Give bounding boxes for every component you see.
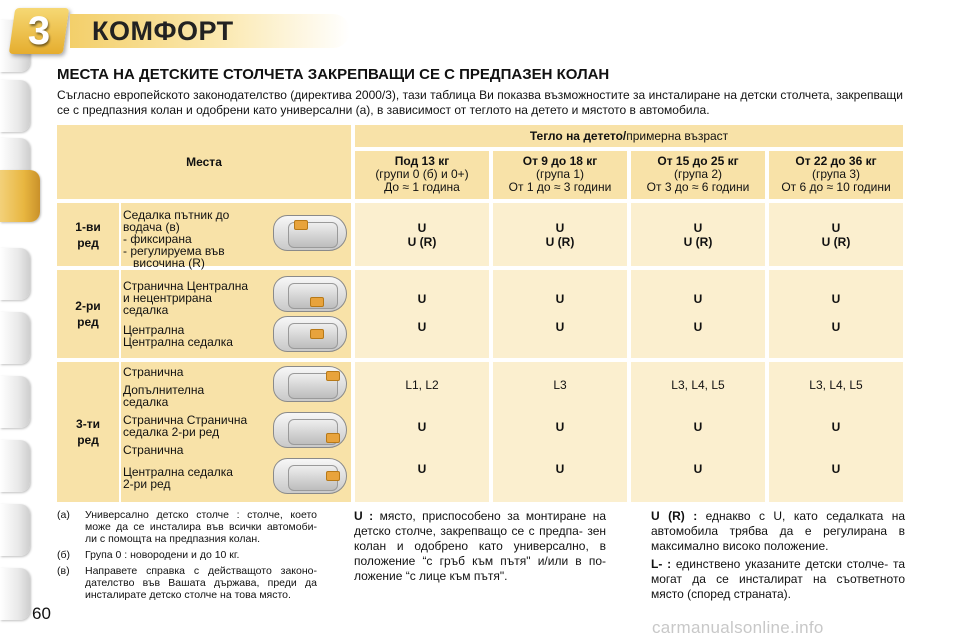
places-header: Места — [57, 125, 351, 199]
legend-text: еднакво с U, като седалката на автомобила трябва да е регулирана в максимално високо положение. — [651, 509, 905, 553]
chapter-title: КОМФОРТ — [92, 16, 234, 46]
seat-desc-line: Странична Централна — [123, 279, 249, 293]
chapter-tab-active[interactable] — [0, 170, 40, 222]
car-seat-diagram — [273, 458, 347, 494]
value-cell — [631, 362, 765, 502]
group-header — [769, 151, 903, 199]
seat-desc-line: Централна седалка — [123, 465, 233, 479]
value-cell — [355, 362, 489, 502]
value-ur: U (R) — [821, 235, 851, 249]
value-u: U — [417, 292, 427, 306]
group-title: От 15 до 25 кг — [657, 154, 739, 168]
footnote-text: Направете справка с действащото законо- дателство във Вашата държава, преди да инсталирате детско столче на това място. — [85, 565, 317, 601]
seat-desc-line: Централна седалка — [123, 335, 233, 349]
legend-l — [651, 557, 905, 602]
group-age: От 3 до ≈ 6 години — [646, 180, 750, 194]
footnote-text: Група 0 : новородени и до 10 кг. — [85, 549, 240, 561]
seat-desc-line: 2-ри ред — [123, 477, 171, 491]
value-u: U — [693, 292, 703, 306]
value-u: U — [693, 462, 703, 476]
chapter-number-badge — [9, 8, 69, 54]
seat-desc-line: Странична — [123, 365, 184, 379]
value-cell — [355, 270, 489, 358]
group-title: Под 13 кг — [394, 154, 450, 168]
chapter-tab[interactable] — [0, 80, 30, 132]
chapter-tab[interactable] — [0, 440, 30, 492]
value-ur: U (R) — [683, 235, 713, 249]
chapter-tab[interactable] — [0, 568, 30, 620]
car-seat-diagram — [273, 366, 347, 402]
car-seat-diagram — [273, 412, 347, 448]
watermark: carmanualsonline.info — [652, 618, 824, 637]
value-cell — [631, 203, 765, 266]
group-range: (група 3) — [811, 167, 861, 181]
seat-desc-line: Странична — [123, 443, 184, 457]
value-u: U — [693, 221, 703, 235]
section-title: МЕСТА НА ДЕТСКИТЕ СТОЛЧЕТА ЗАКРЕПВАЩИ СЕ С ПРЕДПАЗЕН КОЛАН — [57, 66, 610, 83]
group-header — [631, 151, 765, 199]
car-seat-diagram — [273, 276, 347, 312]
car-seat-diagram — [273, 316, 347, 352]
value-l: L3, L4, L5 — [809, 378, 863, 392]
value-u: U — [693, 420, 703, 434]
intro-paragraph: Съгласно европейското законодателство (директива 2000/3), тази таблица Ви показва възможностите за инсталиране на детски столчета, закрепващи се с предпазния колан и одобрени като универсални (а), в зависимост от теглото на детето и мястото в автомобила. — [57, 88, 903, 117]
seat-desc-line: височина (R) — [123, 256, 205, 270]
value-cell — [493, 203, 627, 266]
value-cell — [493, 270, 627, 358]
chapter-tab[interactable] — [0, 504, 30, 556]
group-range: (групи 0 (б) и 0+) — [375, 167, 469, 181]
value-l: L3, L4, L5 — [671, 378, 725, 392]
footnote-key: (а) — [57, 509, 70, 521]
page-number: 60 — [32, 604, 51, 623]
footnote — [57, 509, 317, 545]
footnote — [57, 565, 317, 601]
row-label-line: ред — [77, 315, 99, 329]
row-label-line: ред — [77, 235, 99, 250]
seat-desc-line: Седалка пътник до — [123, 208, 230, 222]
row-label-line: ред — [77, 433, 99, 447]
value-u: U — [555, 221, 565, 235]
chapter-tabs — [0, 0, 42, 640]
value-cell — [631, 270, 765, 358]
value-u: U — [555, 292, 565, 306]
chapter-tab[interactable] — [0, 312, 30, 364]
value-u: U — [555, 320, 565, 334]
value-cell — [769, 270, 903, 358]
value-u: U — [417, 462, 427, 476]
group-age: До ≈ 1 година — [384, 180, 460, 194]
legend-text: място, приспособено за монтиране на детско столче, закрепващо се с предпа- зен колан и одобрено като универсално, в положение “с гръб към пътя" и/или в по- ложение “с лице към пътя". — [354, 509, 606, 583]
footnote — [57, 549, 317, 561]
legend-right — [651, 509, 905, 605]
value-ur: U (R) — [545, 235, 575, 249]
legend-key: U : — [354, 509, 374, 523]
group-age: От 1 до ≈ 3 години — [508, 180, 612, 194]
group-title: От 22 до 36 кг — [795, 154, 877, 168]
value-u: U — [417, 420, 427, 434]
seat-desc-line: - фиксирана — [123, 232, 192, 246]
car-seat-diagram — [273, 215, 347, 251]
group-title: От 9 до 18 кг — [522, 154, 598, 168]
value-cell — [769, 362, 903, 502]
chapter-tab[interactable] — [0, 248, 30, 300]
group-age: От 6 до ≈ 10 години — [781, 180, 891, 194]
footnote-key: (б) — [57, 549, 71, 561]
value-u: U — [555, 462, 565, 476]
legend-key: L- : — [651, 557, 672, 571]
seat-description — [121, 362, 351, 502]
value-ur: U (R) — [407, 235, 437, 249]
group-range: (група 2) — [673, 167, 723, 181]
seat-desc-line: и нецентрирана — [123, 291, 212, 305]
value-u: U — [831, 320, 841, 334]
seat-desc-line: - регулируема във — [123, 244, 225, 258]
value-u: U — [831, 221, 841, 235]
value-u: U — [417, 221, 427, 235]
seat-description — [121, 270, 351, 358]
row-label-line: 3-ти — [76, 417, 100, 431]
weight-header-rest: примерна възраст — [626, 129, 729, 143]
row-label-3 — [57, 362, 119, 502]
weight-header — [355, 125, 903, 147]
value-u: U — [831, 420, 841, 434]
seat-desc-line: Странична Странична — [123, 413, 248, 427]
group-header — [355, 151, 489, 199]
value-u: U — [417, 320, 427, 334]
value-u: U — [831, 292, 841, 306]
group-range: (група 1) — [535, 167, 585, 181]
row-label-2 — [57, 270, 119, 358]
value-u: U — [693, 320, 703, 334]
chapter-number: 3 — [27, 9, 51, 53]
seat-description — [121, 203, 351, 270]
footnote-key: (в) — [57, 565, 70, 577]
value-cell — [769, 203, 903, 266]
group-header — [493, 151, 627, 199]
footnotes — [57, 509, 317, 605]
legend-key: U (R) : — [651, 509, 698, 523]
value-cell — [355, 203, 489, 266]
seat-desc-line: Допълнителна — [123, 383, 205, 397]
value-l: L3 — [553, 378, 567, 392]
value-l: L1, L2 — [405, 378, 439, 392]
seat-desc-line: водача (в) — [123, 220, 180, 234]
row-label-1 — [57, 203, 119, 266]
seat-desc-line: седалка — [123, 395, 169, 409]
child-seat-table — [57, 125, 903, 502]
seat-desc-line: седалка 2-ри ред — [123, 425, 220, 439]
seat-desc-line: седалка — [123, 303, 169, 317]
seat-desc-line: Централна — [123, 323, 185, 337]
row-label-line: 1-ви — [75, 219, 101, 234]
legend-u — [354, 509, 606, 584]
legend-ur — [651, 509, 905, 554]
row-label-line: 2-ри — [75, 299, 101, 313]
footnote-text: Универсално детско столче : столче, което може да се инсталира във всички автомоби- ли с помощта на предпазния колан. — [85, 509, 317, 545]
weight-header-bold: Тегло на детето/ — [529, 129, 627, 143]
legend-text: единствено указаните детски столче- та могат да се инсталират на съответното място (според страната). — [651, 557, 906, 601]
value-u: U — [831, 462, 841, 476]
value-cell — [493, 362, 627, 502]
value-u: U — [555, 420, 565, 434]
chapter-tab[interactable] — [0, 376, 30, 428]
